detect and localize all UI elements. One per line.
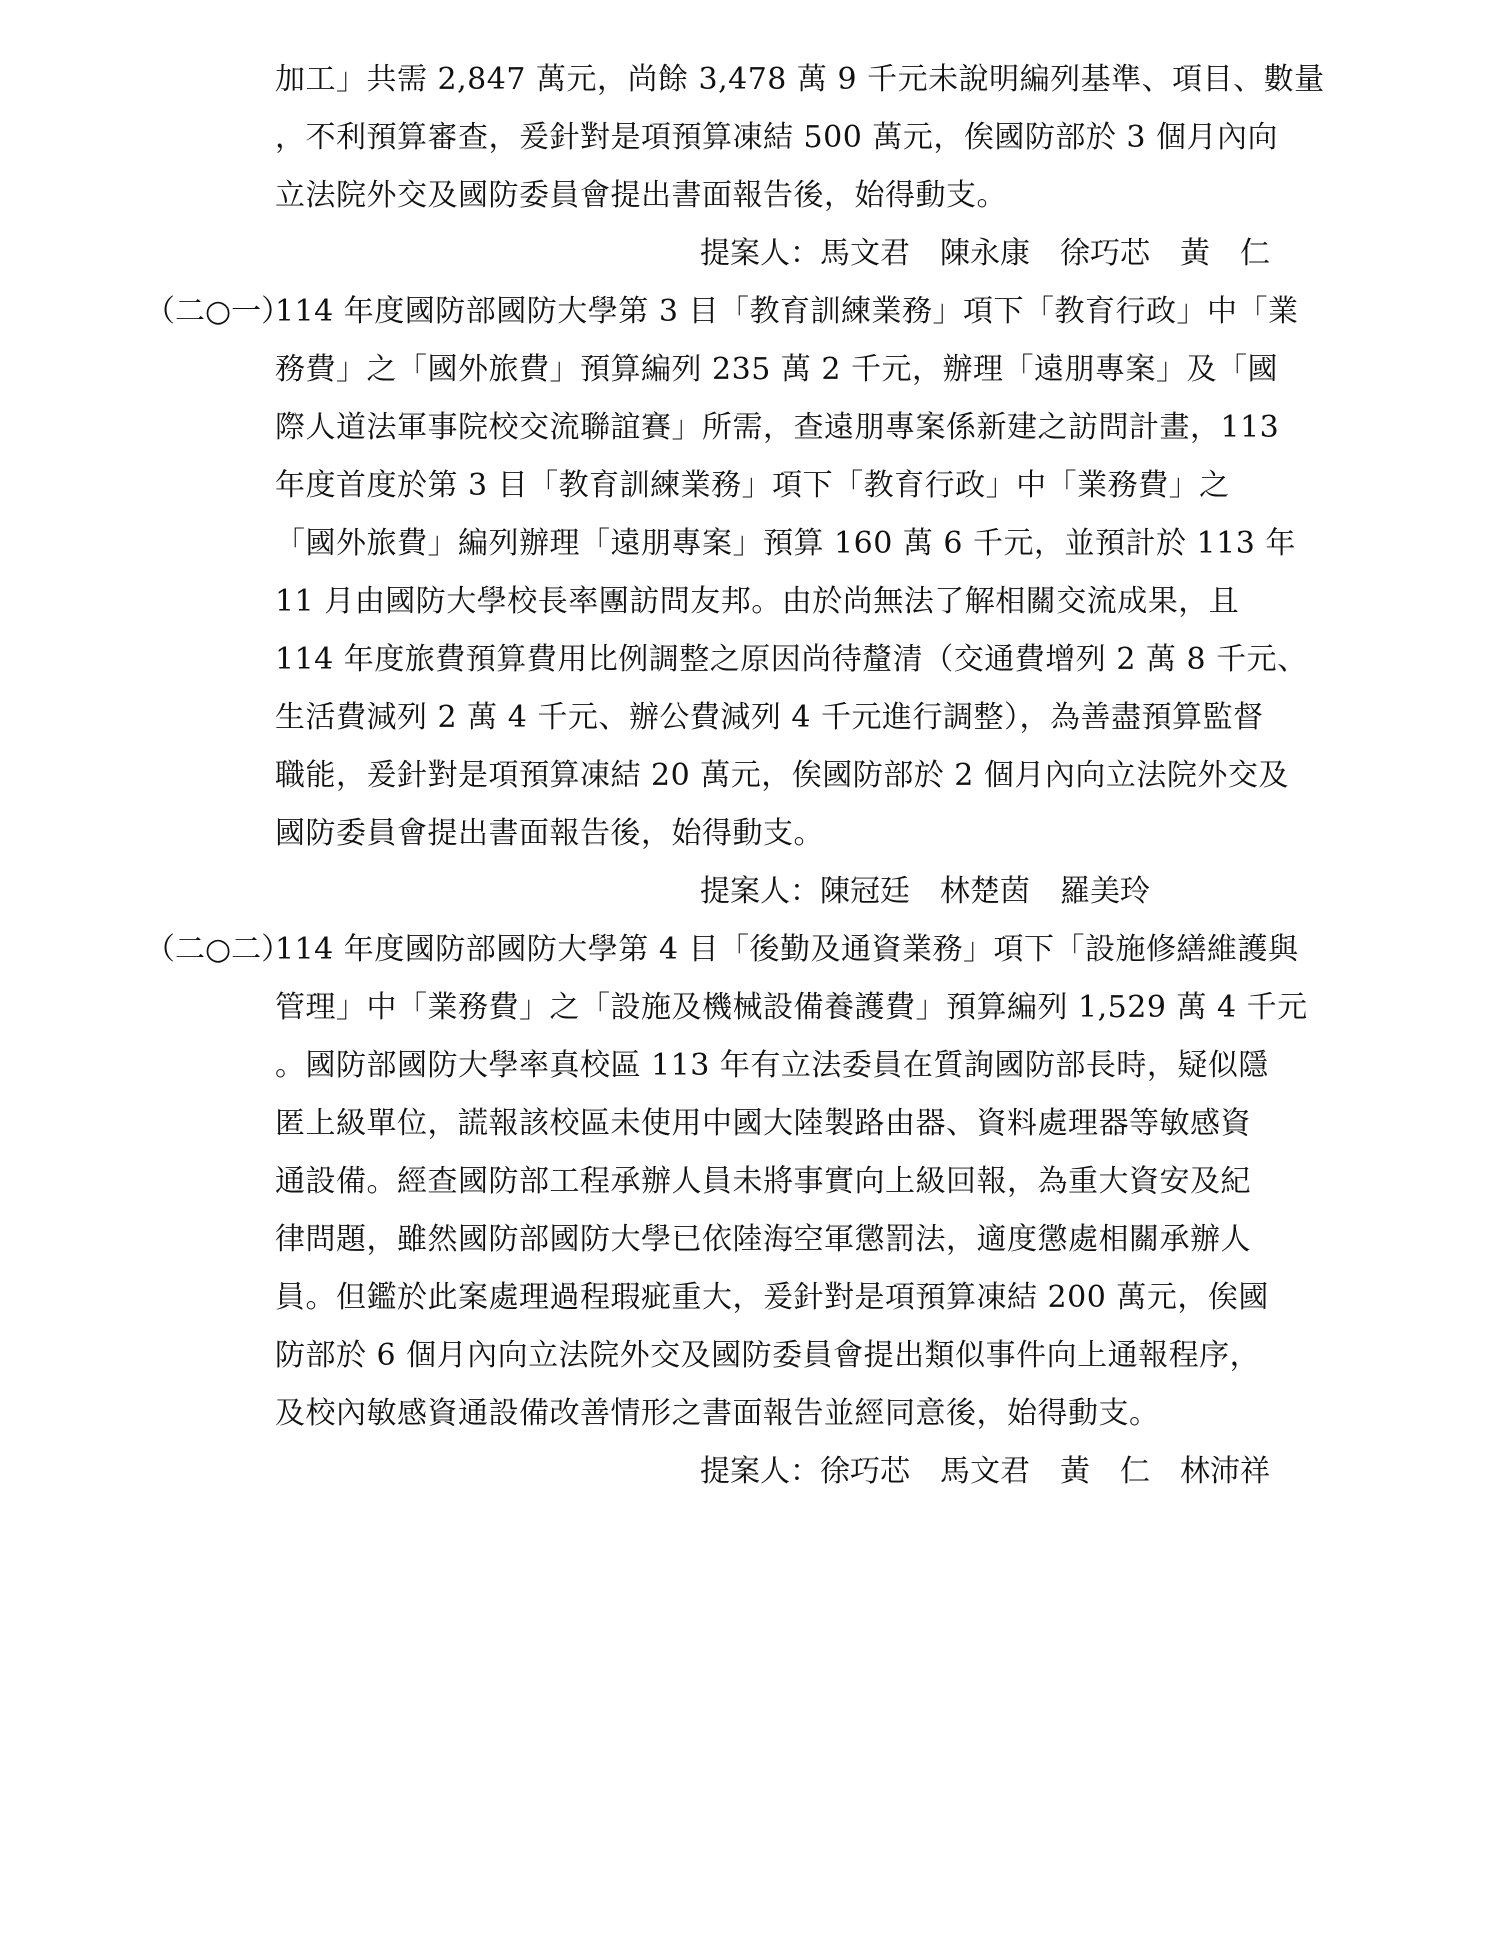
paragraph-line: 管理」中「業務費」之「設施及機械設備養護費」預算編列 1,529 萬 4 千元 [275,990,1308,1025]
paragraph-line: 匿上級單位，謊報該校區未使用中國大陸製路由器、資料處理器等敏感資 [275,1106,1251,1141]
proposer-line: 提案人：徐巧芯 馬文君 黃 仁 林沛祥 [700,1454,1270,1489]
paragraph-line: 114 年度旅費預算費用比例調整之原因尚待釐清（交通費增列 2 萬 8 千元、 [275,642,1308,677]
paragraph-line: 生活費減列 2 萬 4 千元、辦公費減列 4 千元進行調整），為善盡預算監督 [275,700,1264,735]
paragraph-line: 律問題，雖然國防部國防大學已依陸海空軍懲罰法，適度懲處相關承辦人 [275,1222,1251,1257]
paragraph-line: 務費」之「國外旅費」預算編列 235 萬 2 千元，辦理「遠朋專案」及「國 [275,352,1278,387]
paragraph-line: 114 年度國防部國防大學第 3 目「教育訓練業務」項下「教育行政」中「業 [275,294,1299,329]
proposer-line: 提案人：陳冠廷 林楚茵 羅美玲 [700,874,1150,909]
paragraph-line: 國防委員會提出書面報告後，始得動支。 [275,816,824,851]
paragraph-line: 11 月由國防大學校長率團訪問友邦。由於尚無法了解相關交流成果，且 [275,584,1240,619]
paragraph-line: 年度首度於第 3 目「教育訓練業務」項下「教育行政」中「業務費」之 [275,468,1230,503]
paragraph-line: 加工」共需 2,847 萬元，尚餘 3,478 萬 9 千元未說明編列基準、項目、數量 [275,62,1325,97]
paragraph-line: 立法院外交及國防委員會提出書面報告後，始得動支。 [275,178,1007,213]
paragraph-line: 際人道法軍事院校交流聯誼賽」所需，查遠朋專案係新建之訪問計畫，113 [275,410,1280,445]
paragraph-line: 職能，爰針對是項預算凍結 20 萬元，俟國防部於 2 個月內向立法院外交及 [275,758,1289,793]
paragraph-line: 及校內敏感資通設備改善情形之書面報告並經同意後，始得動支。 [275,1396,1160,1431]
paragraph-line: 「國外旅費」編列辦理「遠朋專案」預算 160 萬 6 千元，並預計於 113 年 [275,526,1296,561]
proposer-line: 提案人：馬文君 陳永康 徐巧芯 黃 仁 [700,236,1270,271]
proposal-number: （二○一） [145,294,292,329]
paragraph-line: 。國防部國防大學率真校區 113 年有立法委員在質詢國防部長時，疑似隱 [275,1048,1269,1083]
paragraph-line: ，不利預算審查，爰針對是項預算凍結 500 萬元，俟國防部於 3 個月內向 [275,120,1278,155]
proposal-number: （二○二） [145,932,292,967]
paragraph-line: 員。但鑑於此案處理過程瑕疵重大，爰針對是項預算凍結 200 萬元，俟國 [275,1280,1269,1315]
paragraph-line: 通設備。經查國防部工程承辦人員未將事實向上級回報，為重大資安及紀 [275,1164,1251,1199]
paragraph-line: 114 年度國防部國防大學第 4 目「後勤及通資業務」項下「設施修繕維護與 [275,932,1299,967]
paragraph-line: 防部於 6 個月內向立法院外交及國防委員會提出類似事件向上通報程序， [275,1338,1261,1373]
